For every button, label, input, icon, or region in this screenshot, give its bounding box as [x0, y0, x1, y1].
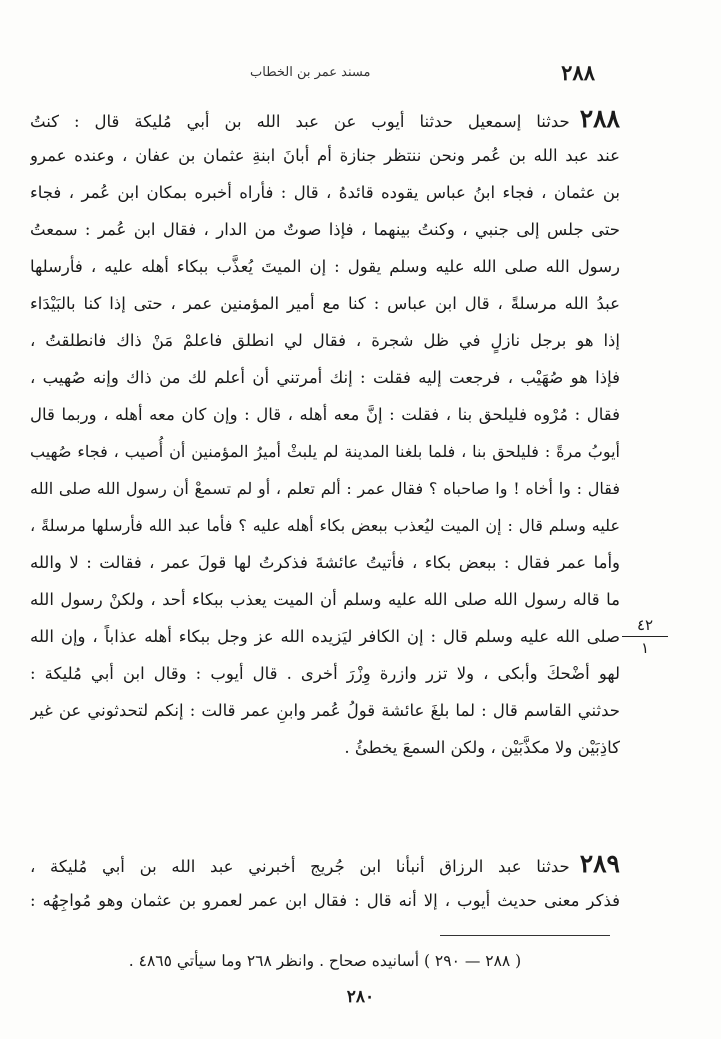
text-line: حدثني القاسم قال : لما بلغَ عائشة قولُ عُمر وابنِ عمر قالت : إنكم لتحدثوني عن غير — [30, 701, 620, 720]
hadith-289 — [30, 845, 620, 919]
text-line: وأما عمر فقال : ببعض بكاء ، فأتيتُ عائشةَ فذكرتُ لها قولَ عمر ، فقالت : لا والله — [30, 553, 620, 572]
text-line: كاذِبَيْن ولا مكذَّبَيْن ، ولكن السمعَ يخطئُ . — [344, 738, 620, 757]
text-line: فذكر معنى حديث أيوب ، إلا أنه قال : فقال ابن عمر لعمرو بن عثمان وهو مُواجِهُه : — [30, 891, 620, 910]
text-line: عليه وسلم قال : إن الميت ليُعذب ببعض بكاء أهله عليه ؟ فأما عبد الله فأرسلها مرسلةً ، — [30, 516, 620, 535]
text-line: فقال : مُرْوه فليلحق بنا ، فقلت : إنَّ معه أهله ، قال : وإن كان معه أهله ، وربما قال — [30, 405, 620, 424]
text-line: عبدُ الله مرسلةً ، قال ابن عباس : كنا مع أمير المؤمنين عمر ، حتى إذا كنا بالبَيْدَاء — [30, 294, 620, 313]
text-line: رسول الله صلى الله عليه وسلم يقول : إن الميتَ يُعذَّب ببكاء أهله عليه ، فأرسلها — [30, 257, 620, 276]
text-line: صلى الله عليه وسلم قال : إن الكافر ليَزيده الله عز وجل ببكاء أهله عذاباً ، وإن الله — [30, 627, 620, 646]
margin-volume: ٤٢ — [636, 616, 654, 634]
text-line: ٢٨٩حدثنا عبد الرزاق أنبأنا ابن جُريج أخبرني عبد الله بن أبي مُليكة ، — [30, 849, 620, 878]
text-line: ٢٨٨حدثنا إسمعيل حدثنا أيوب عن عبد الله بن أبي مُليكة قال : كنتُ — [30, 104, 620, 133]
running-title: مسند عمر بن الخطاب — [250, 64, 371, 80]
text-line: ما قاله رسول الله صلى الله عليه وسلم أن الميت يعذب ببكاء أحد ، ولكنْ رسول الله — [30, 590, 620, 609]
margin-rule — [622, 636, 668, 637]
text-line: فقال : وا أخاه ! وا صاحباه ؟ فقال عمر : ألم تعلم ، أو لم تسمعْ أن رسول الله صلى الله — [30, 479, 620, 498]
text-line: لهو أضْحكَ وأبكى ، ولا تزر وازرة وِزْرَ أخرى . قال أيوب : وقال ابن أبي مُليكة : — [30, 664, 620, 683]
text-line: حتى جلس إلى جنبي ، وكنتُ بينهما ، فإذا صوتٌ من الدار ، فقال ابن عُمر : سمعتُ — [30, 220, 620, 239]
text-line: إذا هو برجل نازلٍ في ظل شجرة ، فقال لي انطلق فاعلمْ مَنْ ذاك فانطلقتُ ، — [30, 331, 620, 350]
text-line: فإذا هو صُهَيْب ، فرجعت إليه فقلت : إنك أمرتني أن أعلم لك من ذاك وإنه صُهيب ، — [30, 368, 620, 387]
hadith-288 — [30, 100, 620, 766]
margin-part: ١ — [640, 639, 650, 657]
page-number: ٢٨٨ — [561, 59, 595, 85]
text-line: عند عبد الله بن عُمر ونحن ننتظر جنازة أم أبانَ ابنةِ عثمان بن عفان ، وعنده عمرو — [30, 146, 620, 165]
footnote: ( ٢٨٨ — ٢٩٠ ) أسانيده صحاح . وانظر ٢٦٨ وما سيأتي ٤٨٦٥ . — [128, 952, 522, 970]
hadith-number: ٢٨٨ — [579, 104, 620, 133]
text-line: بن عثمان ، فجاء ابنُ عباس يقوده قائدهُ ، قال : فأراه أخبره بمكان ابن عُمر ، فجاء — [30, 183, 620, 202]
page-footer-number: ٢٨٠ — [346, 987, 375, 1007]
hadith-number: ٢٨٩ — [579, 849, 620, 878]
text-line: أيوبُ مرةً : فليلحق بنا ، فلما بلغنا المدينة لم يلبثْ أميرُ المؤمنين أن أُصيب ، فجاء صُهيب — [30, 442, 620, 461]
footnote-divider — [440, 935, 610, 936]
margin-reference — [622, 616, 668, 657]
running-header — [250, 58, 595, 86]
